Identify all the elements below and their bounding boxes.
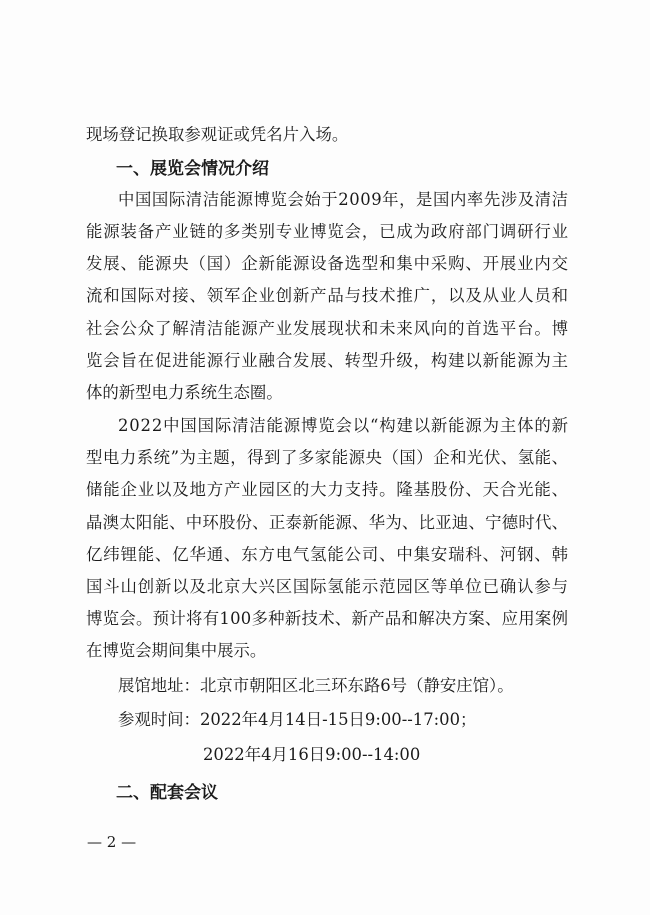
section-heading-exhibition-intro: 一、展览会情况介绍 — [116, 159, 269, 179]
paragraph-line: 型电力系统”为主题，得到了多家能源央（国）企和光伏、氢能、 — [86, 448, 569, 467]
visiting-hours-line-2: 2022年4月16日9:00--14:00 — [203, 745, 421, 764]
page-number: — 2 — — [87, 833, 137, 851]
paragraph-line: 国斗山创新以及北京大兴区国际氢能示范园区等单位已确认参与 — [86, 577, 569, 596]
paragraph-line: 中国国际清洁能源博览会始于2009年，是国内率先涉及清洁 — [118, 190, 569, 209]
paragraph-line: 晶澳太阳能、中环股份、正泰新能源、华为、比亚迪、宁德时代、 — [86, 513, 569, 532]
paragraph-line: 体的新型电力系统生态圈。 — [86, 383, 283, 402]
paragraph-line: 亿纬锂能、亿华通、东方电气氢能公司、中集安瑞科、河钢、韩 — [86, 545, 569, 564]
paragraph-line: 博览会。预计将有100多种新技术、新产品和解决方案、应用案例 — [86, 609, 569, 628]
visiting-hours-line-1: 参观时间：2022年4月14日-15日9:00--17:00； — [118, 710, 477, 729]
paragraph-line: 发展、能源央（国）企新能源设备选型和集中采购、开展业内交 — [86, 254, 569, 273]
paragraph-line: 能源装备产业链的多类别专业博览会，已成为政府部门调研行业 — [86, 222, 569, 241]
paragraph-line: 流和国际对接、领军企业创新产品与技术推广，以及从业人员和 — [86, 286, 569, 305]
paragraph-line: 社会公众了解清洁能源产业发展现状和未来风向的首选平台。博 — [86, 319, 569, 338]
venue-address: 展馆地址：北京市朝阳区北三环东路6号（静安庄馆）。 — [118, 676, 514, 695]
paragraph-line: 在博览会期间集中展示。 — [86, 641, 267, 660]
section-heading-supporting-meetings: 二、配套会议 — [116, 783, 218, 803]
paragraph-line: 2022中国国际清洁能源博览会以“构建以新能源为主体的新 — [118, 416, 569, 435]
paragraph-line: 储能企业以及地方产业园区的大力支持。隆基股份、天合光能、 — [86, 480, 569, 499]
text-line-continuation: 现场登记换取参观证或凭名片入场。 — [86, 125, 349, 144]
paragraph-line: 览会旨在促进能源行业融合发展、转型升级，构建以新能源为主 — [86, 351, 569, 370]
